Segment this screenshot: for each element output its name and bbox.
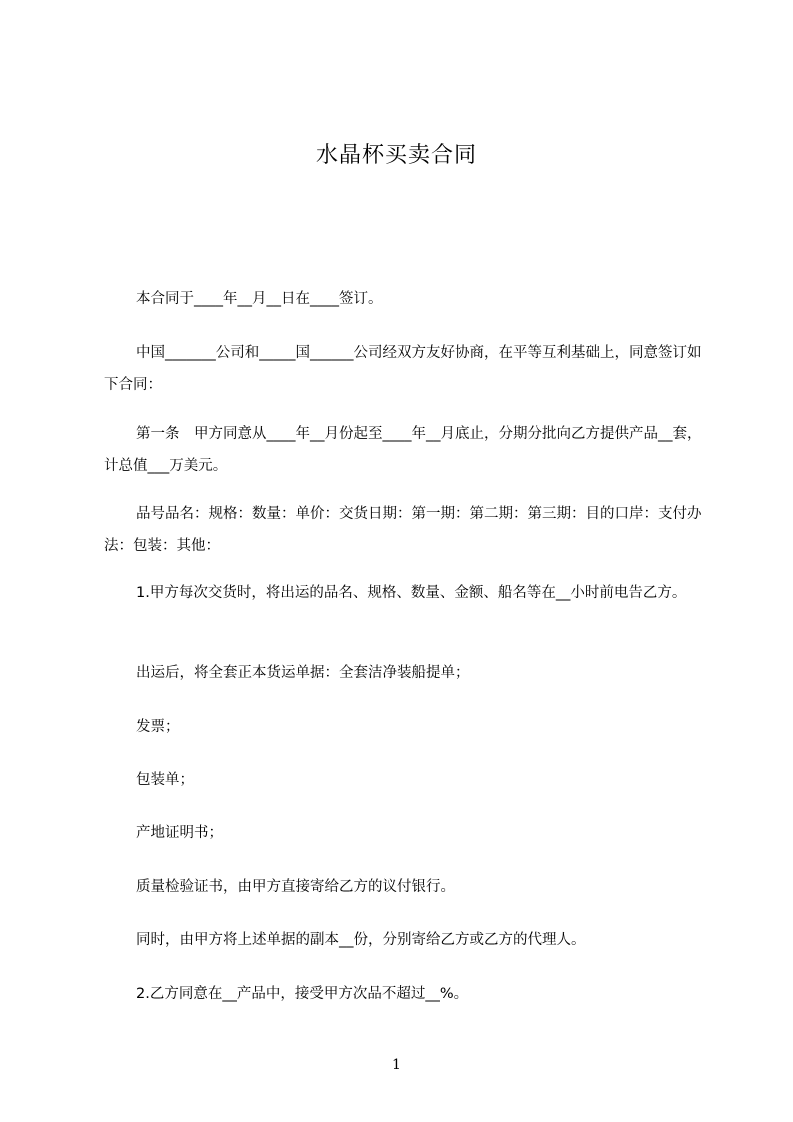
page-number: 1 [392,1057,401,1073]
invoice-paragraph: 发票； [136,719,180,735]
parties-paragraph: 中国_______公司和_____国______公司经双方友好协商，在平等互利基础上，同意签订如下合同： [104,345,702,393]
defect-rate-paragraph: 2.乙方同意在__产品中，接受甲方次品不超过__%。 [136,986,469,1002]
delivery-notice-paragraph: 1.甲方每次交货时，将出运的品名、规格、数量、金额、船名等在__小时前电告乙方。 [136,585,687,601]
packing-list-paragraph: 包装单； [136,772,194,788]
contract-date-paragraph: 本合同于____年__月__日在____签订。 [136,291,383,307]
article-one-paragraph: 第一条 甲方同意从____年__月份起至____年__月底止，分期分批向乙方提供产品__套，计总值___万美元。 [104,426,702,474]
quality-certificate-paragraph: 质量检验证书，由甲方直接寄给乙方的议付银行。 [136,879,455,895]
document-title: 水晶杯买卖合同 [315,143,477,168]
product-details-paragraph: 品号品名：规格：数量：单价：交货日期：第一期：第二期：第三期：目的口岸：支付办法：包装：其他： [104,506,702,554]
shipping-documents-paragraph: 出运后，将全套正本货运单据：全套洁净装船提单； [136,665,470,681]
document-copies-paragraph: 同时，由甲方将上述单据的副本__份，分别寄给乙方或乙方的代理人。 [136,932,586,948]
certificate-of-origin-paragraph: 产地证明书； [136,825,223,841]
